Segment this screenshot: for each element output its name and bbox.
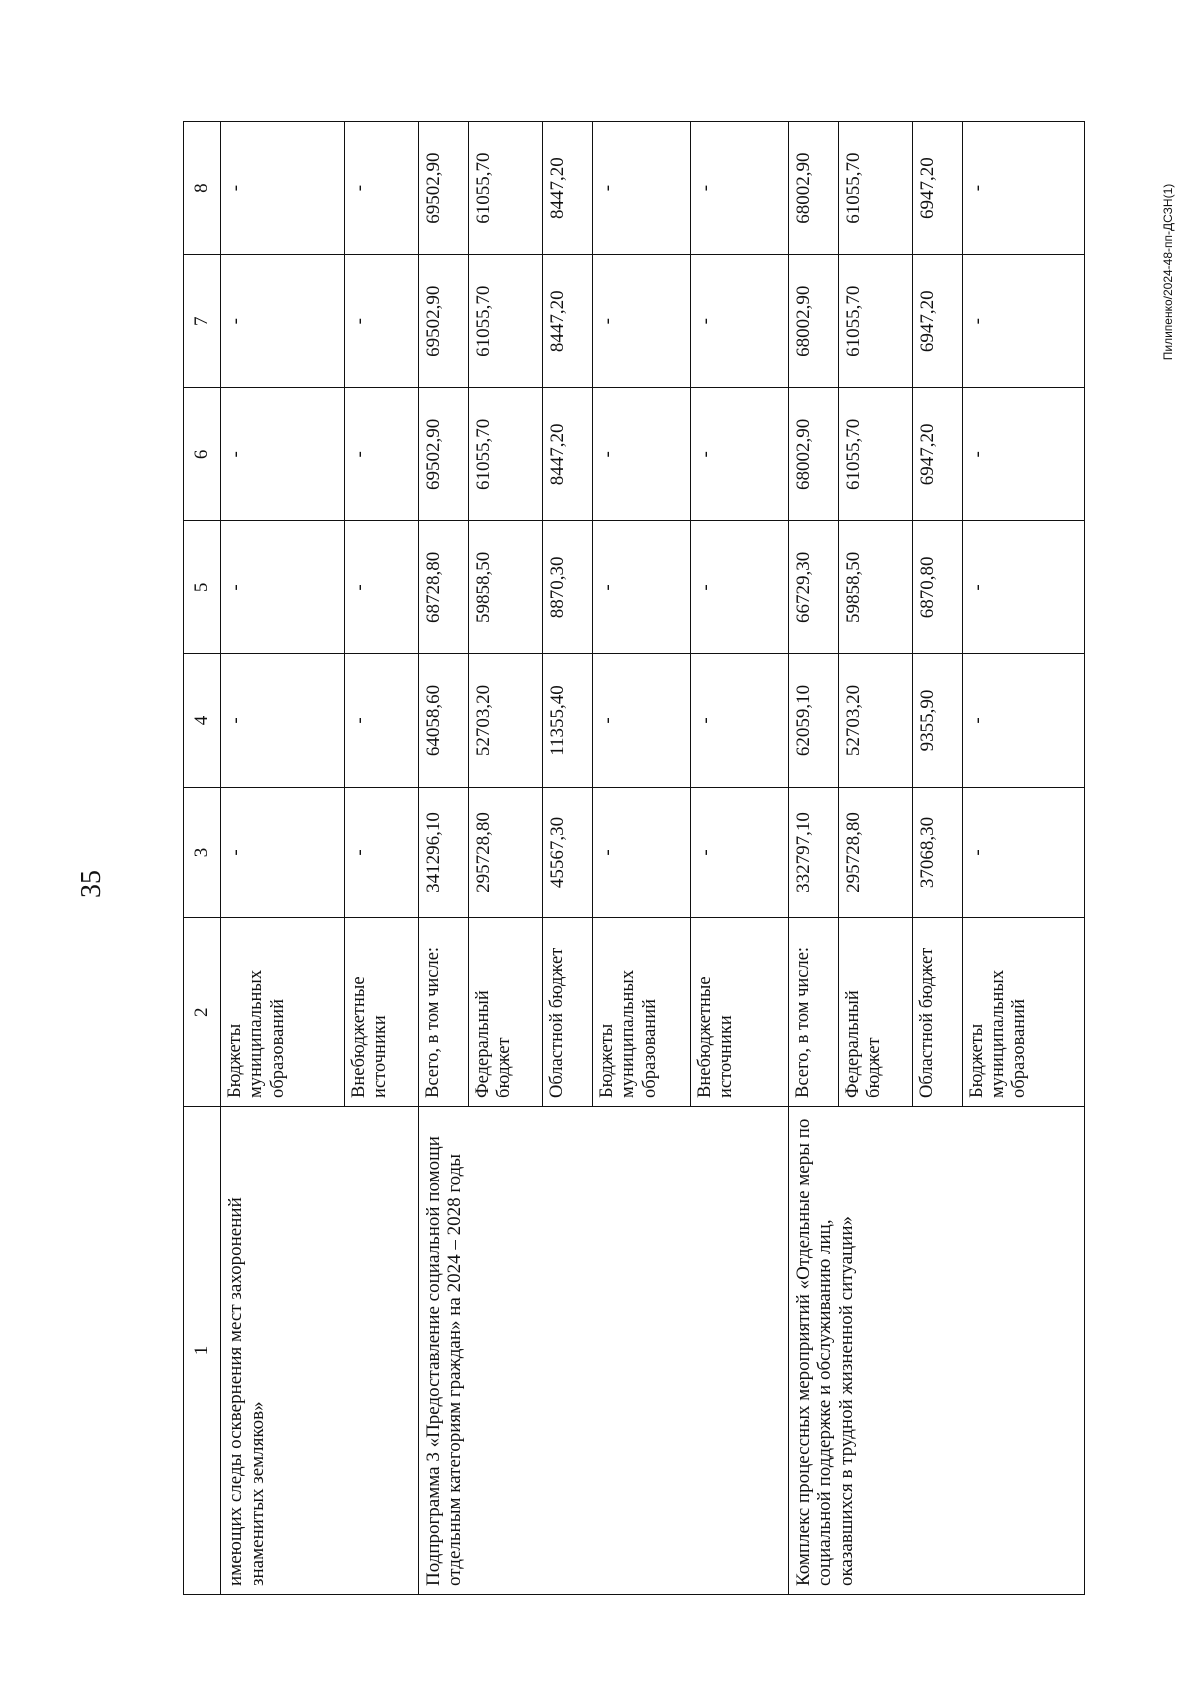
value-cell: 61055,70 [838,388,912,521]
value-cell: 68002,90 [788,122,838,255]
value-cell: 68002,90 [788,388,838,521]
value-cell: 6947,20 [912,122,962,255]
funding-source-cell: Всего, в том числе: [418,918,468,1107]
value-cell: 61055,70 [838,122,912,255]
value-cell: - [962,255,1084,388]
value-cell: - [345,388,419,521]
column-header: 1 [184,1106,221,1594]
value-cell: 61055,70 [469,255,543,388]
program-name-cell: Подпрограмма 3 «Предоставление социальной помощи отдельным категориям граждан» на 2024 – 2028 годы [418,1106,788,1594]
value-cell: - [690,521,788,654]
document-code: Пилипенко/2024-48-пп-ДСЗН(1) [1161,183,1175,361]
value-cell: - [593,787,691,918]
value-cell: 341296,10 [418,787,468,918]
funding-source-cell: Федеральный бюджет [838,918,912,1107]
value-cell: 62059,10 [788,654,838,787]
table-row [221,122,345,1595]
value-cell: - [221,255,345,388]
value-cell: - [962,521,1084,654]
value-cell: - [962,654,1084,787]
funding-source-cell: Бюджеты муниципальных образований [962,918,1084,1107]
value-cell: - [593,255,691,388]
funding-source-cell: Внебюджетные источники [690,918,788,1107]
value-cell: - [690,654,788,787]
value-cell: 6947,20 [912,388,962,521]
value-cell: - [690,388,788,521]
funding-source-cell: Бюджеты муниципальных образований [221,918,345,1107]
funding-source-cell: Областной бюджет [912,918,962,1107]
column-header: 8 [184,122,221,255]
value-cell: 295728,80 [838,787,912,918]
column-header: 3 [184,787,221,918]
value-cell: - [221,122,345,255]
value-cell: - [345,255,419,388]
value-cell: 61055,70 [469,122,543,255]
value-cell: 69502,90 [418,255,468,388]
value-cell: 8447,20 [542,388,592,521]
value-cell: 59858,50 [469,521,543,654]
value-cell: 6947,20 [912,255,962,388]
column-header: 2 [184,918,221,1107]
program-name-cell: Комплекс процессных мероприятий «Отдельные меры по социальной поддержке и обслуживанию лиц, оказавшихся в трудной жизненной ситуации» [788,1106,1084,1594]
funding-source-cell: Областной бюджет [542,918,592,1107]
value-cell: - [962,388,1084,521]
page-number: 35 [76,870,107,898]
value-cell: 6870,80 [912,521,962,654]
rotated-table-container [183,121,1085,1595]
value-cell: 61055,70 [469,388,543,521]
value-cell: - [690,255,788,388]
value-cell: - [221,654,345,787]
table-row [418,122,468,1595]
column-header: 6 [184,388,221,521]
value-cell: - [345,122,419,255]
header-row [184,122,221,1595]
funding-source-cell: Всего, в том числе: [788,918,838,1107]
value-cell: - [345,654,419,787]
value-cell: - [221,521,345,654]
value-cell: 295728,80 [469,787,543,918]
value-cell: - [593,388,691,521]
value-cell: 52703,20 [469,654,543,787]
value-cell: 9355,90 [912,654,962,787]
program-name-cell: имеющих следы осквернения мест захоронений знаменитых земляков» [221,1106,419,1594]
column-header: 5 [184,521,221,654]
budget-table [183,121,1085,1595]
value-cell: - [690,787,788,918]
value-cell: - [593,654,691,787]
value-cell: - [345,521,419,654]
value-cell: 61055,70 [838,255,912,388]
value-cell: - [345,787,419,918]
value-cell: 8447,20 [542,122,592,255]
value-cell: - [690,122,788,255]
funding-source-cell: Федеральный бюджет [469,918,543,1107]
value-cell: 8870,30 [542,521,592,654]
value-cell: - [962,122,1084,255]
value-cell: 68002,90 [788,255,838,388]
funding-source-cell: Внебюджетные источники [345,918,419,1107]
value-cell: - [221,787,345,918]
value-cell: 68728,80 [418,521,468,654]
value-cell: 8447,20 [542,255,592,388]
value-cell: 52703,20 [838,654,912,787]
column-header: 7 [184,255,221,388]
value-cell: - [593,122,691,255]
value-cell: 66729,30 [788,521,838,654]
value-cell: 64058,60 [418,654,468,787]
table-row [788,122,838,1595]
value-cell: 69502,90 [418,388,468,521]
value-cell: 45567,30 [542,787,592,918]
value-cell: 11355,40 [542,654,592,787]
value-cell: 69502,90 [418,122,468,255]
value-cell: 59858,50 [838,521,912,654]
value-cell: - [221,388,345,521]
funding-source-cell: Бюджеты муниципальных образований [593,918,691,1107]
value-cell: 37068,30 [912,787,962,918]
value-cell: 332797,10 [788,787,838,918]
column-header: 4 [184,654,221,787]
value-cell: - [962,787,1084,918]
value-cell: - [593,521,691,654]
